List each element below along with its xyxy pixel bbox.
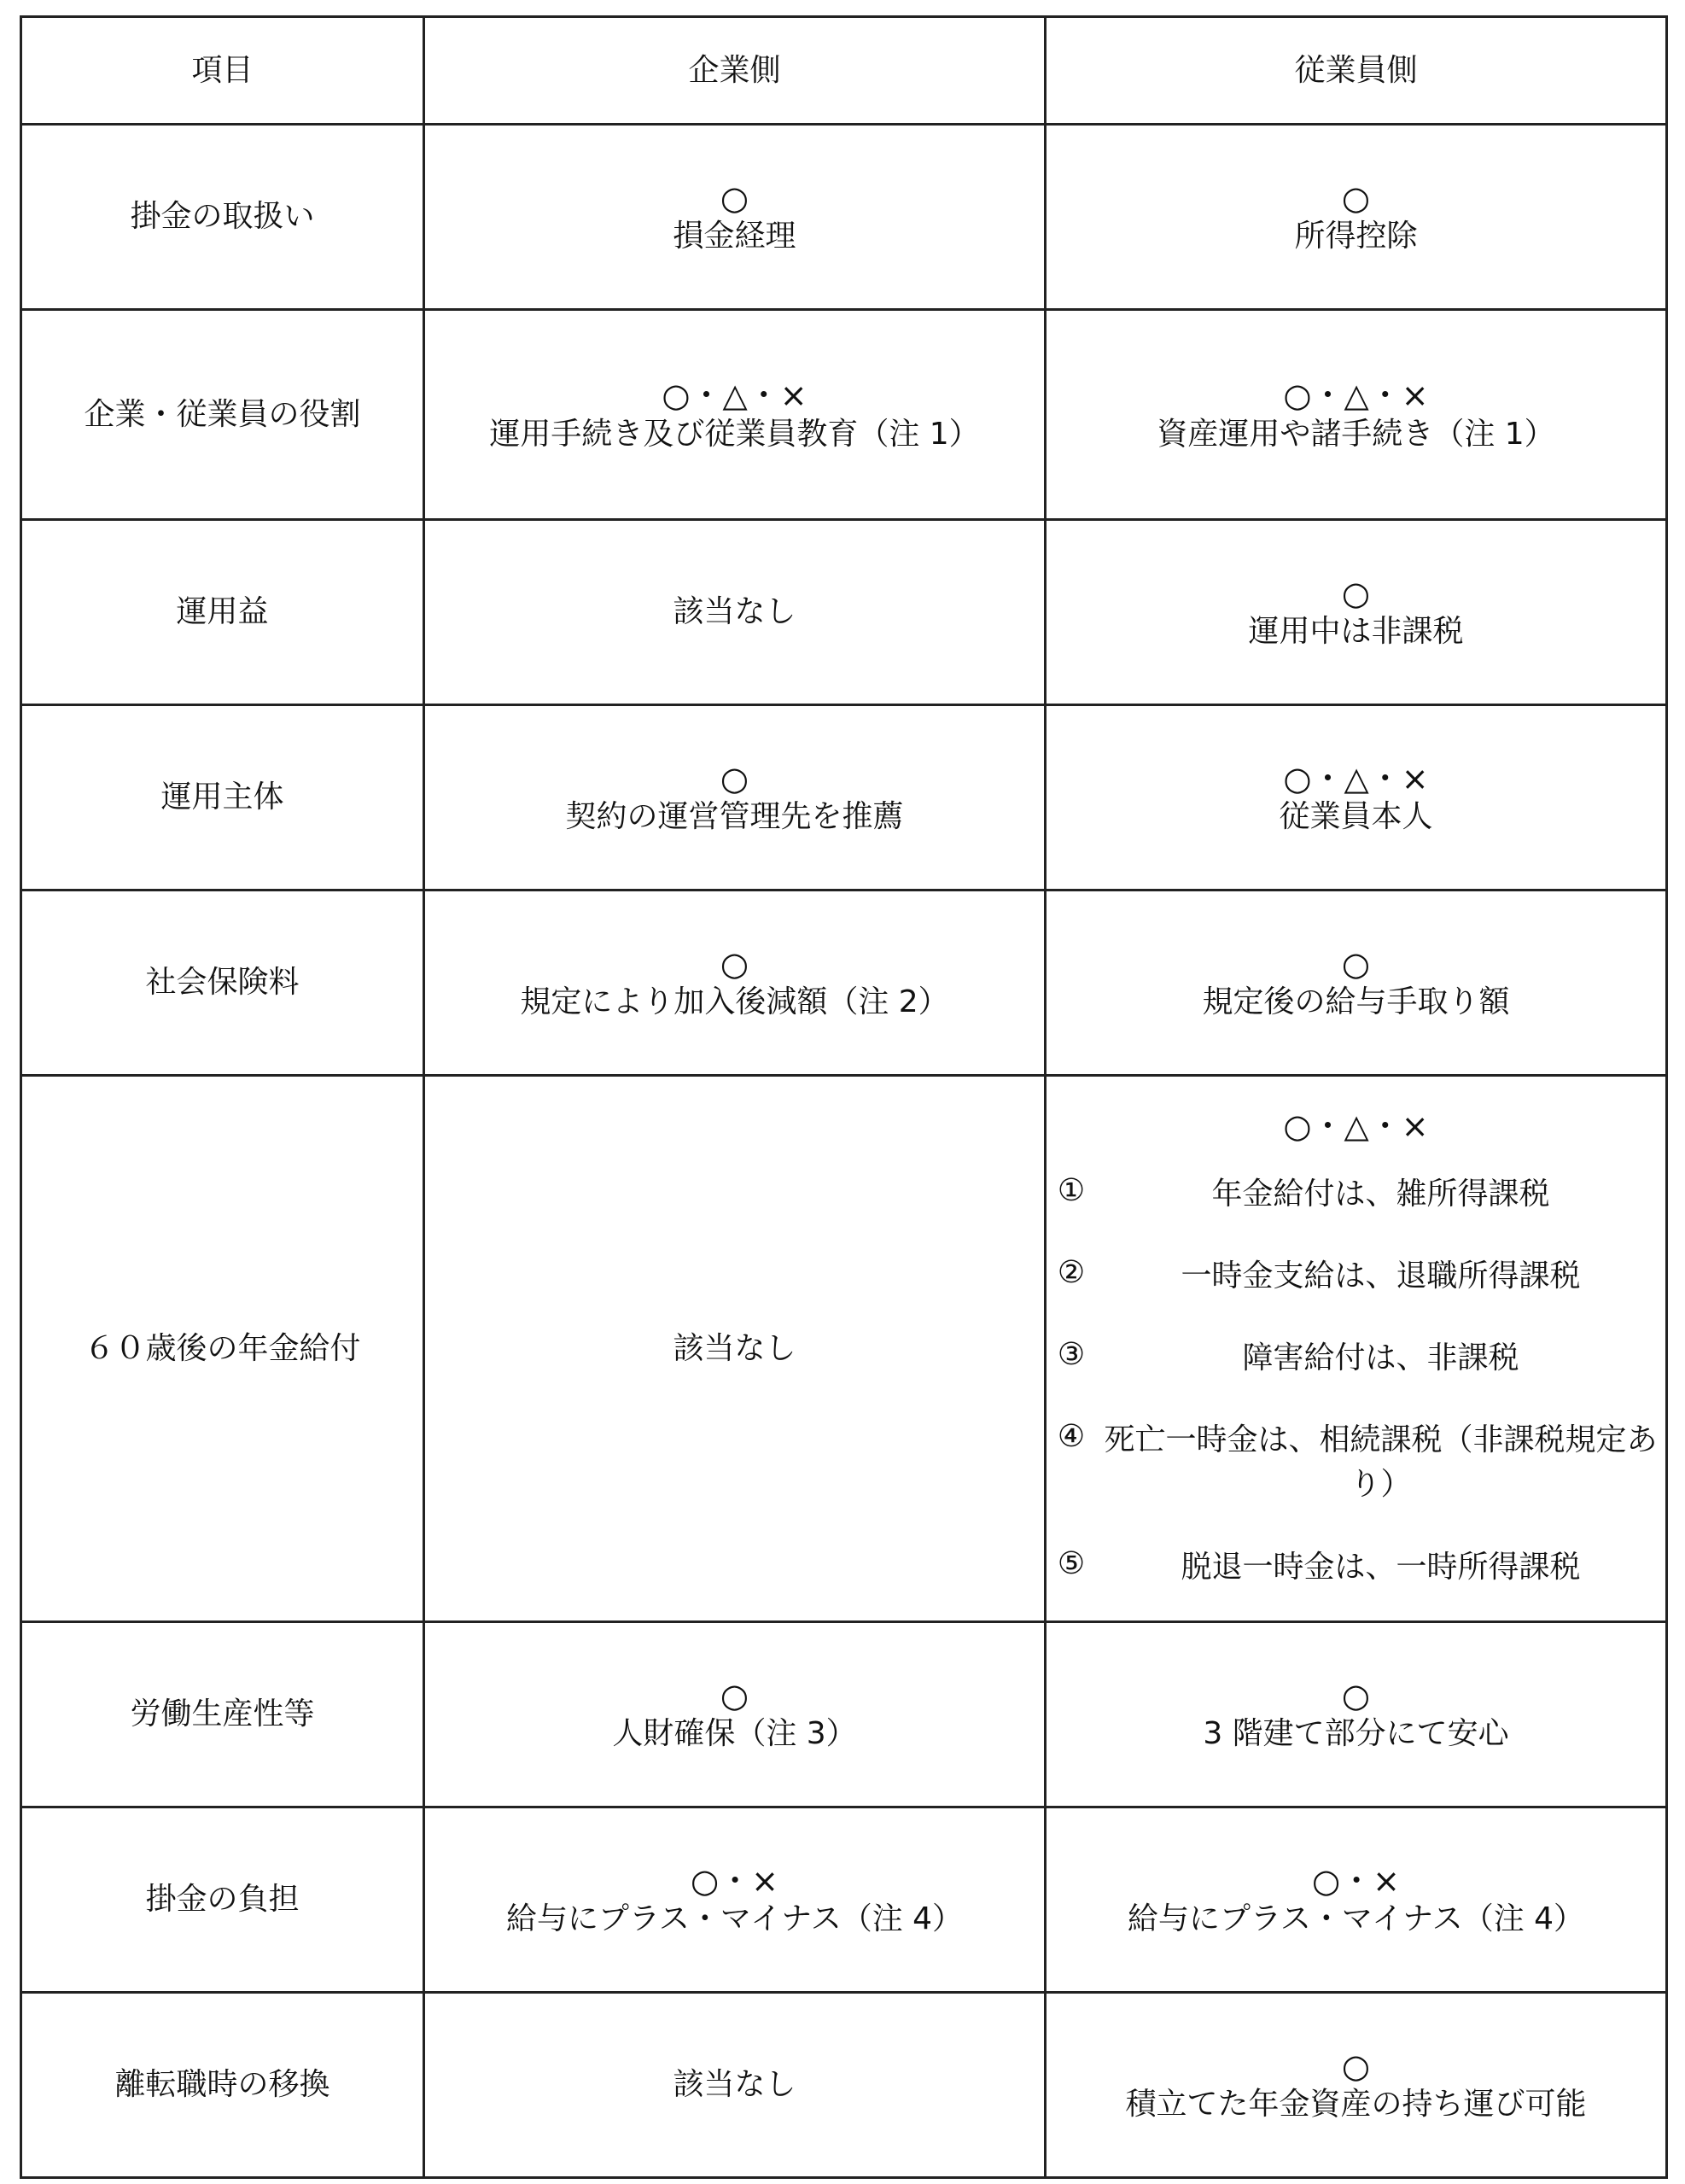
company-text: 給与にプラス・マイナス（注 4） [505,1901,964,1937]
evaluation-mark: ○・× [1312,1861,1400,1900]
employee-text: 規定後の給与手取り額 [1202,984,1510,1020]
evaluation-mark: ○ [720,1676,749,1714]
evaluation-mark: ○・△・× [1283,377,1429,415]
company-cell [424,310,1046,520]
row-item-label: 運用益 [21,520,424,705]
employee-text: 運用中は非課税 [1248,614,1464,650]
employee-cell [1046,310,1667,520]
list-item [1047,1545,1665,1590]
evaluation-mark: ○ [1341,944,1371,983]
row-item-label: 社会保険料 [21,891,424,1076]
evaluation-mark: ○・△・× [1283,1107,1429,1146]
company-cell [424,1807,1046,1993]
table-row [21,520,1667,705]
company-text: 規定により加入後減額（注 2） [520,984,949,1020]
table-row [21,1076,1667,1622]
company-text: 運用手続き及び従業員教育（注 1） [489,416,980,452]
evaluation-mark: ○・△・× [1283,759,1429,797]
company-cell [424,705,1046,891]
row-item-label: 企業・従業員の役割 [21,310,424,520]
table-row [21,1807,1667,1993]
header-employee: 従業員側 [1046,17,1667,125]
evaluation-mark: ○ [720,178,749,217]
employee-text: 資産運用や諸手続き（注 1） [1157,416,1555,452]
table-row [21,125,1667,310]
evaluation-mark: ○ [720,944,749,983]
employee-cell [1046,1622,1667,1807]
evaluation-mark: ○ [1341,574,1371,612]
employee-text: 積立てた年金資産の持ち運び可能 [1125,2087,1587,2123]
header-row [21,17,1667,125]
row-item-label: 離転職時の移換 [21,1993,424,2178]
header-item: 項目 [21,17,424,125]
company-cell [424,891,1046,1076]
list-number: ⑤ [1057,1545,1086,1581]
list-number: ② [1057,1254,1086,1290]
row-item-label: ６０歳後の年金給付 [21,1076,424,1622]
row-item-label: 掛金の取扱い [21,125,424,310]
list-text: 脱退一時金は、一時所得課税 [1181,1549,1581,1585]
company-cell [424,1993,1046,2178]
employee-text: 3 階建て部分にて安心 [1203,1716,1509,1752]
list-item [1047,1172,1665,1217]
company-cell [424,1622,1046,1807]
evaluation-mark: ○ [720,759,749,797]
list-number: ③ [1057,1337,1086,1373]
company-text: 人財確保（注 3） [612,1716,857,1752]
list-item [1047,1254,1665,1299]
employee-cell [1046,705,1667,891]
list-number: ① [1057,1172,1086,1208]
employee-cell [1046,1807,1667,1993]
evaluation-mark: ○・× [691,1861,778,1900]
employee-text: 所得控除 [1294,219,1418,254]
list-item [1047,1336,1665,1381]
employee-text: 従業員本人 [1279,799,1433,835]
company-text: 該当なし [673,2067,796,2103]
list-text: 年金給付は、雑所得課税 [1211,1176,1550,1212]
company-text: 損金経理 [673,219,796,254]
table-row [21,1993,1667,2178]
comparison-table [20,15,1668,2179]
list-item [1047,1418,1665,1507]
evaluation-mark: ○ [1341,1676,1371,1714]
row-item-label: 運用主体 [21,705,424,891]
employee-cell [1046,1076,1667,1622]
row-item-label: 労働生産性等 [21,1622,424,1807]
employee-cell [1046,1993,1667,2178]
company-cell [424,520,1046,705]
list-text: 障害給付は、非課税 [1242,1340,1519,1376]
table-row [21,705,1667,891]
benefit-list [1047,1172,1665,1590]
employee-cell [1046,125,1667,310]
table-row [21,310,1667,520]
evaluation-mark: ○・△・× [662,377,808,415]
row-item-label: 掛金の負担 [21,1807,424,1993]
company-text: 該当なし [673,1330,796,1366]
company-cell [424,1076,1046,1622]
header-company: 企業側 [424,17,1046,125]
evaluation-mark: ○ [1341,178,1371,217]
employee-text: 給与にプラス・マイナス（注 4） [1127,1901,1585,1937]
company-cell [424,125,1046,310]
table-row [21,1622,1667,1807]
employee-cell [1046,891,1667,1076]
list-number: ④ [1057,1419,1086,1455]
evaluation-mark: ○ [1341,2047,1371,2085]
table-row [21,891,1667,1076]
list-text: 死亡一時金は、相続課税（非課税規定あり） [1104,1422,1658,1503]
company-text: 該当なし [673,594,796,630]
company-text: 契約の運営管理先を推薦 [565,799,904,835]
employee-cell [1046,520,1667,705]
list-text: 一時金支給は、退職所得課税 [1181,1258,1581,1293]
